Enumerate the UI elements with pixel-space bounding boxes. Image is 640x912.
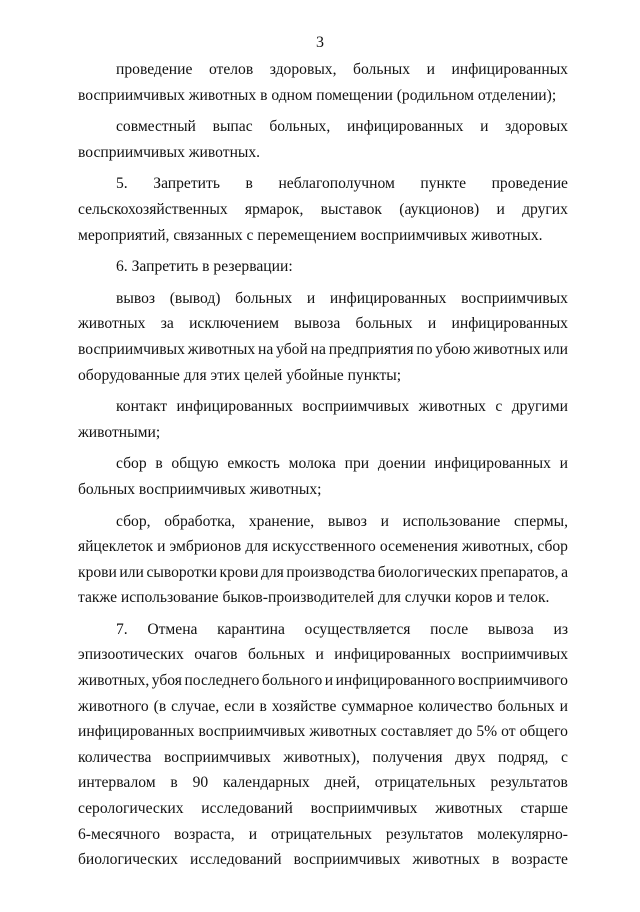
paragraph-p5 xyxy=(78,286,568,388)
text-line: сбор в общую емкость молока при доении инфицированных и xyxy=(116,455,568,473)
text-line: 6-месячного возраста, и отрицательных результатов молекулярно- xyxy=(78,825,568,843)
text-line: животными; xyxy=(78,423,161,441)
text-line: животных за исключением вывоза больных и инфицированных xyxy=(78,315,568,333)
text-line: контакт инфицированных восприимчивых животных с другими xyxy=(116,398,568,416)
page-number: 3 xyxy=(316,34,324,51)
paragraph-p3 xyxy=(78,171,568,248)
paragraph-p1 xyxy=(78,57,568,108)
text-line: животных, убоя последнего больного и инфицированного восприимчивого xyxy=(78,672,568,690)
text-line: животного (в случае, если в хозяйстве суммарное количество больных и xyxy=(78,697,568,715)
paragraph-p9 xyxy=(78,617,568,873)
text-line: проведение отелов здоровых, больных и инфицированных xyxy=(116,61,568,78)
text-line: больных восприимчивых животных; xyxy=(78,480,322,498)
text-line: восприимчивых животных на убой на предприятия по убою животных или xyxy=(78,340,568,358)
text-line: также использование быков-производителей для случки коров и телок. xyxy=(78,589,550,607)
text-line: совместный выпас больных, инфицированных и здоровых xyxy=(116,118,568,136)
paragraph-p8 xyxy=(78,509,568,611)
text-line: яйцеклеток и эмбрионов для искусственного осеменения животных, сбор xyxy=(78,538,568,556)
text-line: серологических исследований восприимчивых животных старше xyxy=(78,800,568,818)
text-line: вывоз (вывод) больных и инфицированных восприимчивых xyxy=(116,289,568,307)
paragraph-p6 xyxy=(78,394,568,445)
text-line: крови или сыворотки крови для производства биологических препаратов, а xyxy=(78,563,568,581)
paragraph-p2 xyxy=(78,114,568,165)
document-body xyxy=(78,57,568,873)
text-line: 7. Отмена карантина осуществляется после вывоза из xyxy=(116,620,568,638)
text-line: мероприятий, связанных с перемещением восприимчивых животных. xyxy=(78,226,543,244)
paragraph-p4 xyxy=(78,254,568,280)
text-line: инфицированных восприимчивых животных составляет до 5% от общего xyxy=(78,723,568,741)
text-line: 6. Запретить в резервации: xyxy=(116,258,293,276)
text-line: восприимчивых животных. xyxy=(78,143,261,161)
text-line: эпизоотических очагов больных и инфицированных восприимчивых xyxy=(78,646,568,664)
paragraph-p7 xyxy=(78,451,568,502)
text-line: оборудованные для этих целей убойные пункты; xyxy=(78,366,402,384)
text-line: сельскохозяйственных ярмарок, выставок (аукционов) и других xyxy=(78,200,568,218)
text-line: восприимчивых животных в одном помещении (родильном отделении); xyxy=(78,86,557,104)
text-line: биологических исследований восприимчивых животных в возрасте xyxy=(78,851,568,869)
text-line: 5. Запретить в неблагополучном пункте проведение xyxy=(116,175,568,193)
text-line: интервалом в 90 календарных дней, отрицательных результатов xyxy=(78,774,568,792)
text-line: количества восприимчивых животных), получения двух подряд, с xyxy=(78,748,568,766)
text-line: сбор, обработка, хранение, вывоз и использование спермы, xyxy=(116,512,568,530)
